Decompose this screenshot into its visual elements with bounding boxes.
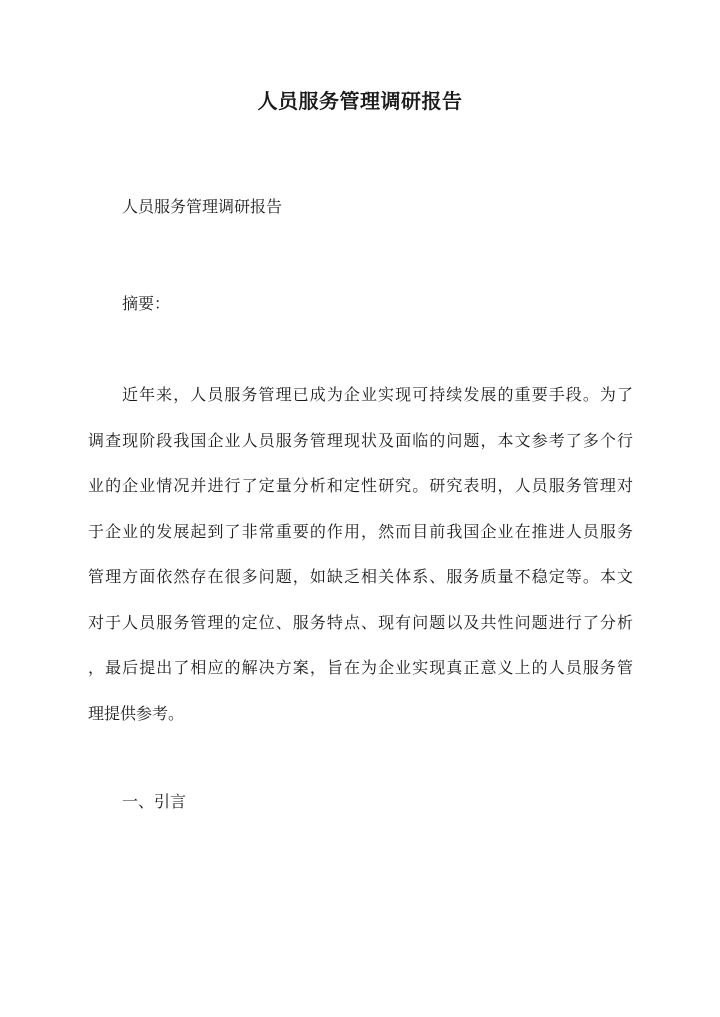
document-title: 人员服务管理调研报告 <box>257 89 463 113</box>
abstract-line: 业的企业情况并进行了定量分析和定性研究。研究表明，人员服务管理对 <box>88 476 633 495</box>
document-subtitle: 人员服务管理调研报告 <box>122 197 283 216</box>
abstract-line: 理提供参考。 <box>88 703 185 723</box>
abstract-line: 对于人员服务管理的定位、服务特点、现有问题以及共性问题进行了分析 <box>88 612 633 632</box>
section-heading: 一、引言 <box>122 792 187 811</box>
abstract-paragraph <box>88 381 633 745</box>
abstract-line: 管理方面依然存在很多问题，如缺乏相关体系、服务质量不稳定等。本文 <box>88 567 633 586</box>
abstract-label: 摘要： <box>122 294 171 313</box>
abstract-line: 近年来，人员服务管理已成为企业实现可持续发展的重要手段。为了 <box>122 385 633 404</box>
abstract-line: ，最后提出了相应的解决方案，旨在为企业实现真正意义上的人员服务管 <box>88 658 633 677</box>
abstract-line: 调查现阶段我国企业人员服务管理现状及面临的问题，本文参考了多个行 <box>88 430 633 450</box>
abstract-line: 于企业的发展起到了非常重要的作用，然而目前我国企业在推进人员服务 <box>88 521 633 541</box>
